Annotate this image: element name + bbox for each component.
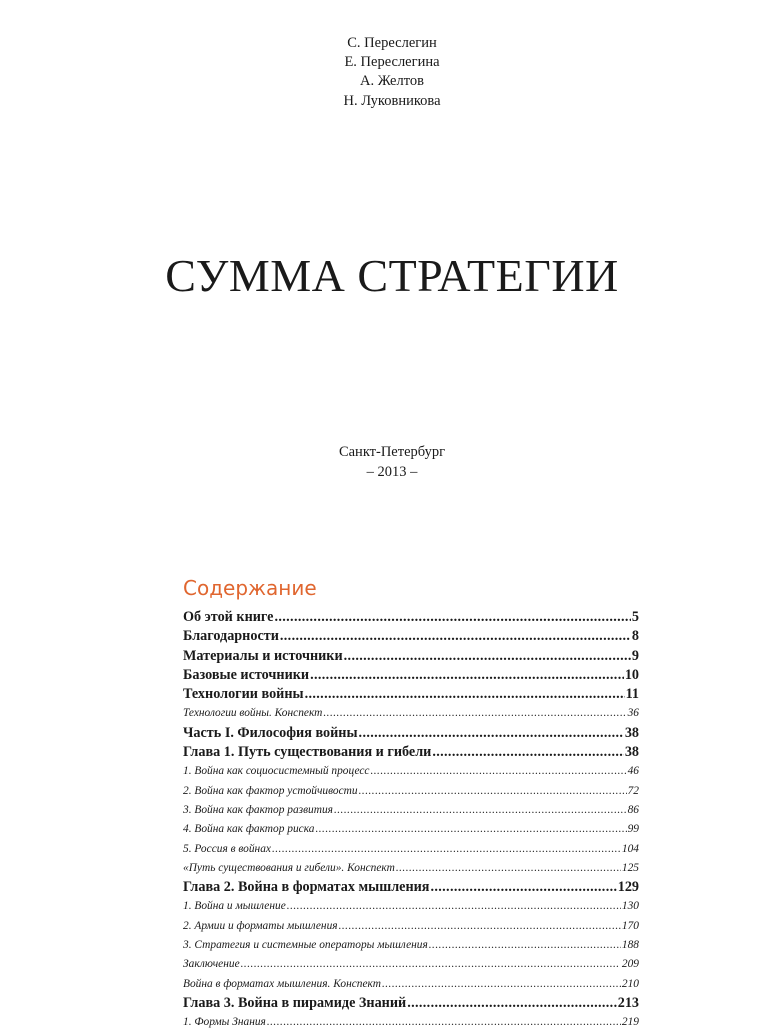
toc-dot-leader — [287, 897, 621, 916]
toc-heading: Содержание — [183, 576, 317, 600]
toc-entry-page: 72 — [627, 784, 639, 797]
toc-dot-leader — [323, 704, 626, 723]
toc-entry-page: 130 — [621, 900, 639, 913]
toc-entry-title: 3. Война как фактор развития — [183, 803, 333, 816]
toc-entry[interactable] — [183, 975, 639, 994]
toc-entry[interactable] — [183, 955, 639, 974]
toc-entry-page: 11 — [625, 686, 639, 703]
toc-entry-title: Базовые источники — [183, 666, 310, 683]
toc-entry-page: 99 — [627, 823, 639, 836]
toc-dot-leader — [339, 917, 621, 936]
toc-entry-title: 1. Война и мышление — [183, 900, 286, 913]
toc-entry-title: Война в форматах мышления. Конспект — [183, 977, 381, 990]
toc-entry[interactable] — [183, 917, 639, 936]
toc-entry[interactable] — [183, 666, 639, 685]
toc-entry-title: «Путь существования и гибели». Конспект — [183, 861, 395, 874]
toc-dot-leader — [344, 647, 631, 666]
toc-entry-title: Благодарности — [183, 628, 279, 645]
toc-entry[interactable] — [183, 936, 639, 955]
toc-entry[interactable] — [183, 782, 639, 801]
toc-dot-leader — [430, 878, 616, 897]
author-name: Н. Луковникова — [343, 92, 441, 109]
toc-entry[interactable] — [183, 820, 639, 839]
toc-entry-page: 46 — [627, 765, 639, 778]
toc-entry-page: 9 — [631, 647, 639, 664]
toc-entry[interactable] — [183, 859, 639, 878]
toc-entry-title: Об этой книге — [183, 609, 274, 625]
toc-entry-title: Технологии войны — [183, 686, 304, 703]
publication-year: – 2013 – — [366, 464, 418, 480]
toc-entry-title: Часть I. Философия войны — [183, 724, 358, 741]
toc-entry-page: 38 — [624, 744, 639, 761]
toc-dot-leader — [432, 743, 623, 762]
toc-entry[interactable] — [183, 627, 639, 646]
toc-dot-leader — [429, 936, 621, 955]
toc-dot-leader — [315, 820, 626, 839]
book-title: СУММА СТРАТЕГИИ — [165, 250, 619, 301]
author-name: С. Переслегин — [347, 35, 437, 51]
toc-entry-page: 209 — [621, 958, 639, 971]
toc-entry[interactable] — [183, 878, 639, 897]
toc-entry[interactable] — [183, 685, 639, 704]
toc-dot-leader — [305, 685, 625, 704]
toc-entry-page: 188 — [621, 939, 639, 952]
toc-dot-leader — [370, 762, 626, 781]
toc-entry[interactable] — [183, 1013, 639, 1032]
toc-dot-leader — [274, 608, 630, 627]
toc-entry-page: 10 — [624, 666, 639, 683]
toc-entry-page: 38 — [624, 724, 639, 741]
toc-entry-page: 219 — [621, 1016, 639, 1029]
toc-dot-leader — [407, 994, 617, 1013]
toc-entry-page: 5 — [631, 609, 639, 625]
toc-entry-page: 104 — [621, 842, 639, 855]
toc-entry-title: Технологии войны. Конспект — [183, 707, 323, 720]
author-name: Е. Переслегина — [344, 54, 440, 71]
toc-dot-leader — [359, 724, 624, 743]
imprint-block — [0, 442, 768, 482]
toc-entry-title: 1. Война как социосистемный процесс — [183, 765, 370, 778]
toc-dot-leader — [359, 782, 627, 801]
toc-entry[interactable] — [183, 840, 639, 859]
toc-dot-leader — [267, 1013, 621, 1032]
toc-entry-title: 5. Россия в войнах — [183, 842, 271, 855]
toc-entry-title: Глава 3. Война в пирамиде Знаний — [183, 994, 407, 1011]
toc-dot-leader — [310, 666, 624, 685]
toc-entry[interactable] — [183, 704, 639, 723]
toc-entry-page: 36 — [627, 707, 639, 720]
toc-entry-page: 129 — [617, 879, 639, 896]
toc-entry-title: 4. Война как фактор риска — [183, 823, 315, 836]
toc-entry[interactable] — [183, 743, 639, 762]
toc-entry[interactable] — [183, 801, 639, 820]
toc-entry-page: 170 — [621, 919, 639, 932]
table-of-contents — [183, 608, 639, 1033]
toc-entry-title: Глава 1. Путь существования и гибели — [183, 744, 432, 761]
toc-entry-title: Заключение — [183, 958, 240, 971]
toc-dot-leader — [272, 840, 621, 859]
toc-entry-title: 3. Стратегия и системные операторы мышления — [183, 939, 428, 952]
authors-block — [0, 34, 768, 111]
toc-entry-page: 125 — [621, 861, 639, 874]
toc-entry-page: 8 — [631, 628, 639, 645]
toc-entry-title: Материалы и источники — [183, 647, 343, 664]
toc-entry-title: 1. Формы Знания — [183, 1016, 266, 1029]
toc-entry[interactable] — [183, 608, 639, 627]
publication-city: Санкт-Петербург — [338, 444, 446, 460]
toc-entry-page: 86 — [627, 803, 639, 816]
toc-entry[interactable] — [183, 897, 639, 916]
toc-entry[interactable] — [183, 724, 639, 743]
toc-entry-title: 2. Армии и форматы мышления — [183, 919, 338, 932]
toc-entry[interactable] — [183, 762, 639, 781]
toc-dot-leader — [334, 801, 627, 820]
author-name: А. Желтов — [360, 73, 424, 90]
toc-entry-title: Глава 2. Война в форматах мышления — [183, 879, 430, 896]
toc-entry[interactable] — [183, 647, 639, 666]
toc-entry-title: 2. Война как фактор устойчивости — [183, 784, 358, 797]
toc-entry-page: 210 — [621, 977, 639, 990]
toc-dot-leader — [396, 859, 621, 878]
toc-entry[interactable] — [183, 994, 639, 1013]
toc-dot-leader — [241, 955, 621, 974]
toc-dot-leader — [382, 975, 621, 994]
toc-dot-leader — [280, 627, 631, 646]
toc-entry-page: 213 — [617, 994, 639, 1011]
